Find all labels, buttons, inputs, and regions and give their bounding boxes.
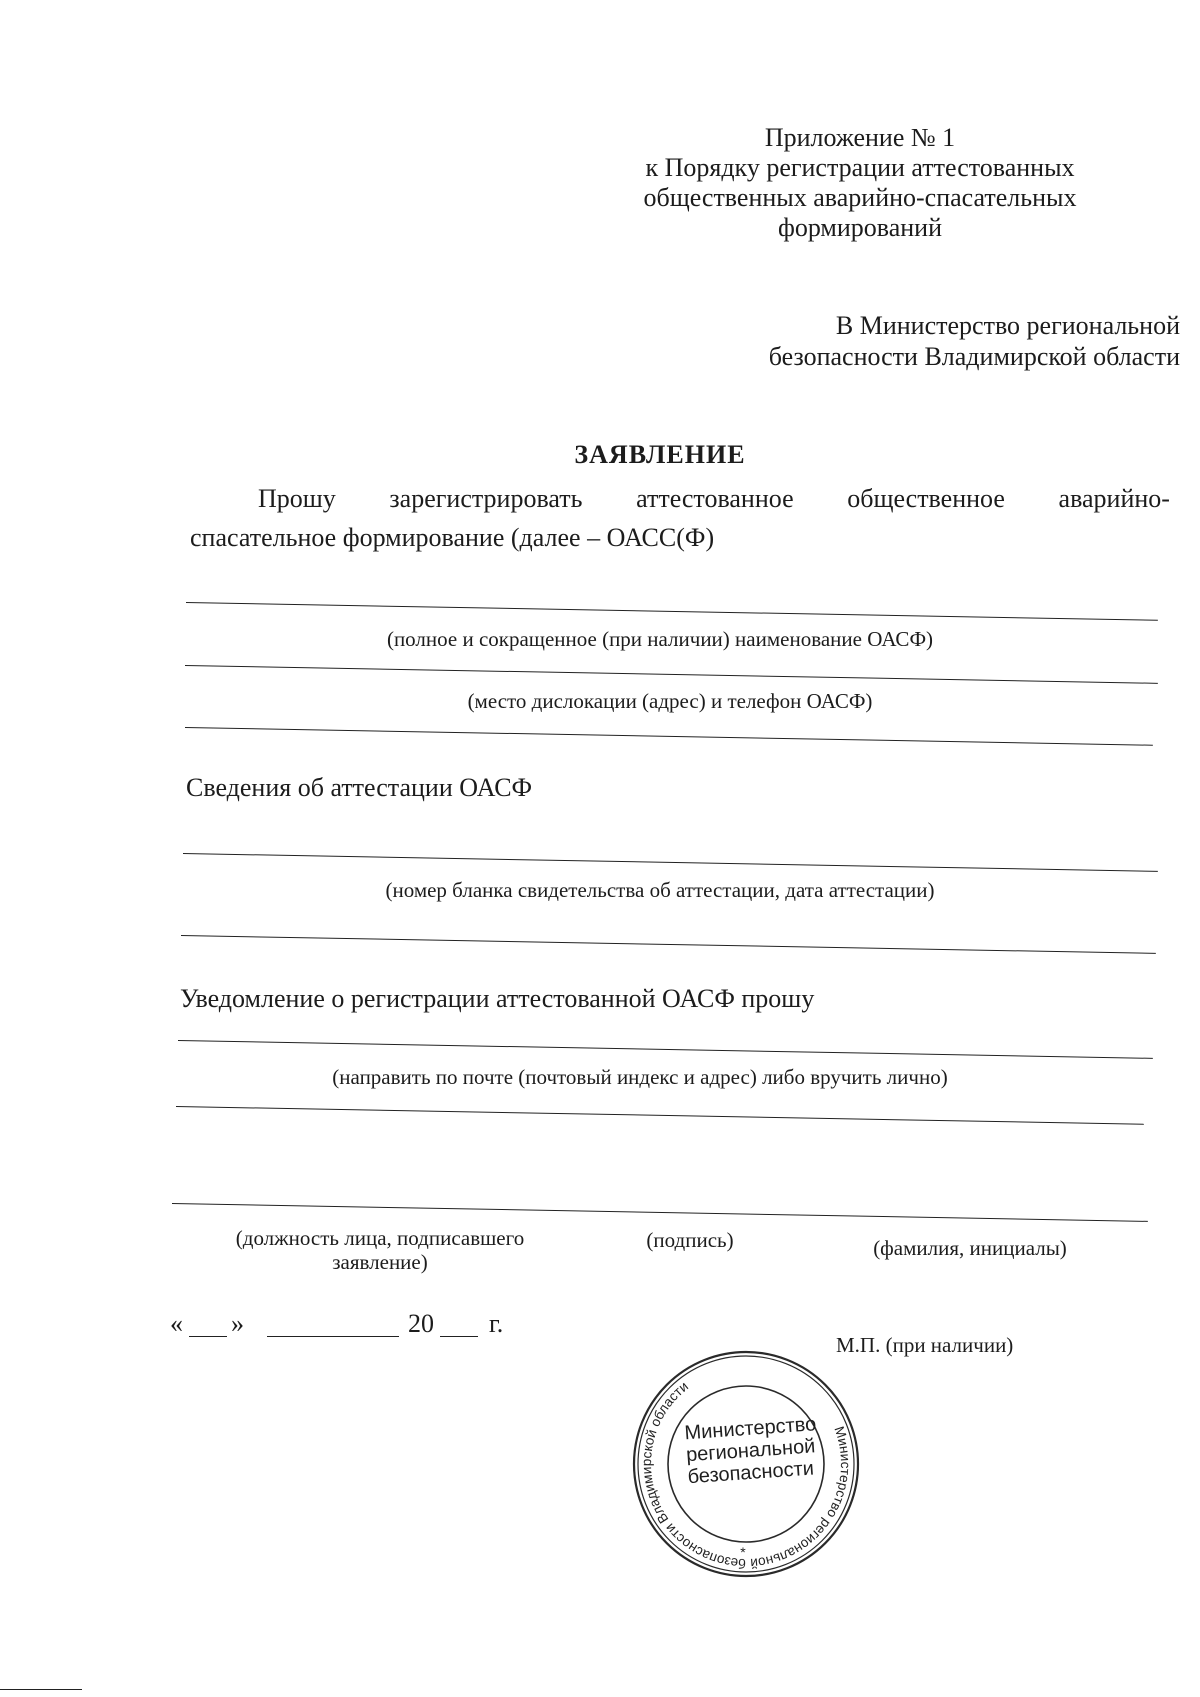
intro-word: Прошу [258, 484, 336, 513]
date-year-blank [440, 1336, 478, 1337]
appendix-ref-line-2: общественных аварийно-спасательных [643, 183, 1077, 212]
stamp-star: * [740, 1544, 746, 1560]
intro-word: общественное [847, 484, 1005, 513]
certificate-entry-line [183, 853, 1158, 872]
delivery-entry-line [178, 1040, 1153, 1059]
date-open-quote: « [170, 1309, 183, 1338]
intro-word: аварийно- [1058, 484, 1170, 513]
date-year-suffix: г. [489, 1309, 504, 1338]
footnote-rule [0, 1689, 82, 1690]
seal-note: М.П. (при наличии) [836, 1333, 1014, 1357]
document-title: ЗАЯВЛЕНИЕ [574, 440, 746, 469]
delivery-caption: (направить по почте (почтовый индекс и адрес) либо вручить лично) [332, 1065, 948, 1089]
addressee-line-2: безопасности Владимирской области [768, 342, 1180, 371]
stamp-center-line-3: безопасности [686, 1457, 815, 1489]
date-month-blank [267, 1336, 399, 1337]
official-stamp [630, 1348, 862, 1580]
attestation-heading: Сведения об аттестации ОАСФ [186, 773, 533, 802]
location-entry-line [185, 727, 1153, 746]
name-entry-line [186, 602, 1158, 621]
intro-word: аттестованное [636, 484, 794, 513]
signature-caption: (подпись) [646, 1228, 734, 1252]
delivery-entry-line-2 [176, 1106, 1144, 1125]
name-caption: (полное и сокращенное (при наличии) наименование ОАСФ) [386, 627, 934, 651]
stamp-ring-text: Министерство региональной безопасности Владимирской области [638, 1378, 854, 1572]
signature-entry-line [172, 1203, 1148, 1222]
position-caption-line-1: (должность лица, подписавшего [235, 1226, 525, 1250]
date-close-quote: » [231, 1309, 244, 1338]
intro-line-2: спасательное формирование (далее – ОАСС(Ф) [190, 523, 715, 552]
notification-heading: Уведомление о регистрации аттестованной ОАСФ прошу [180, 984, 815, 1013]
stamp-center-line-1: Министерство [683, 1413, 817, 1445]
certificate-caption: (номер бланка свидетельства об аттестации, дата аттестации) [385, 878, 935, 902]
date-day-blank [189, 1336, 227, 1337]
position-caption-line-2: заявление) [332, 1250, 428, 1274]
addressee-line-1: В Министерство региональной [835, 311, 1180, 340]
intro-word: зарегистрировать [389, 484, 583, 513]
location-caption: (место дислокации (адрес) и телефон ОАСФ) [467, 689, 873, 713]
stamp-center-text [683, 1413, 817, 1489]
intro-line-1 [190, 484, 1170, 514]
fullname-caption: (фамилия, инициалы) [873, 1236, 1067, 1260]
appendix-number: Приложение № 1 [764, 123, 956, 152]
date-year-prefix: 20 [408, 1309, 434, 1338]
stamp-center-line-2: региональной [685, 1435, 817, 1467]
appendix-ref-line-3: формирований [777, 213, 943, 242]
name-entry-line-2 [185, 665, 1158, 684]
appendix-ref-line-1: к Порядку регистрации аттестованных [645, 153, 1075, 182]
certificate-entry-line-2 [181, 935, 1156, 954]
